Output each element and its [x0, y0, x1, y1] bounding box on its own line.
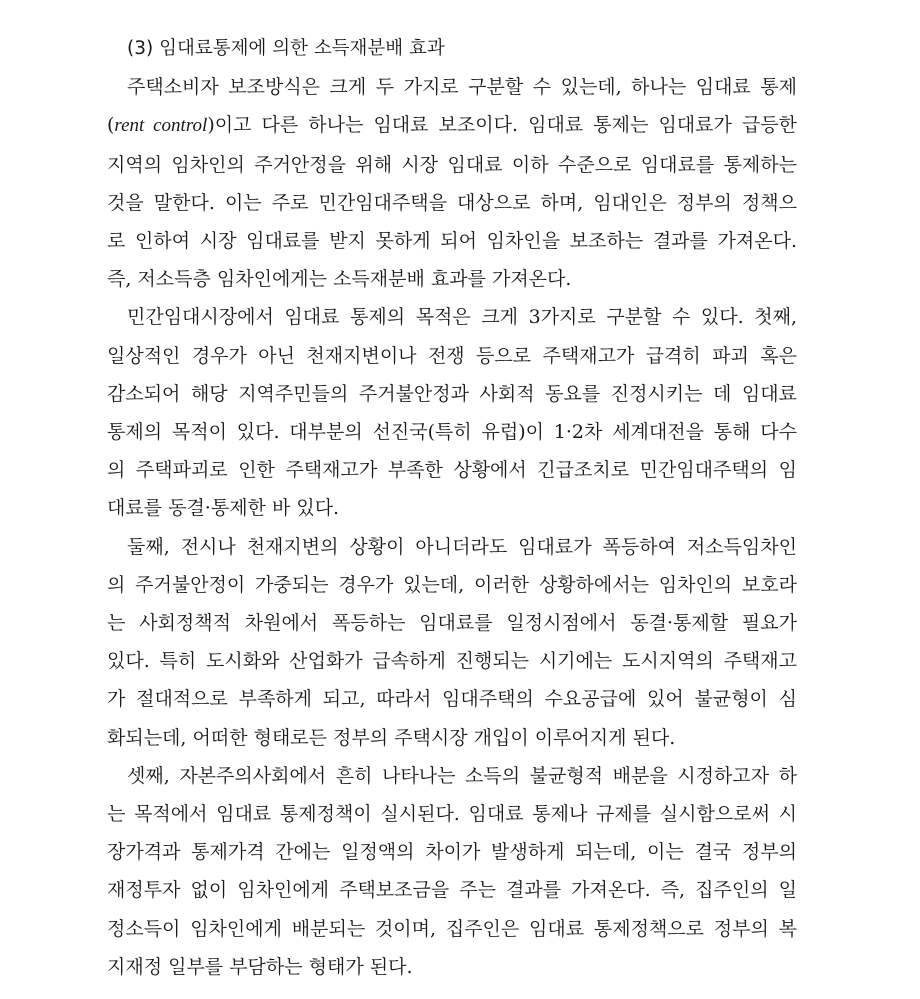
paragraph-line: 는 사회정책적 차원에서 폭등하는 임대료를 일정시점에서 동결·통제할 필요가 [107, 612, 797, 635]
paragraph-line: 감소되어 해당 지역주민들의 주거불안정과 사회적 동요를 진정시키는 데 임대료 [107, 382, 797, 405]
paragraph-line: 는 목적에서 임대료 통제정책이 실시된다. 임대료 통제나 규제를 실시함으로써 시 [107, 803, 797, 826]
paragraph-line: 로 인하여 시장 임대료를 받지 못하게 되어 임차인을 보조하는 결과를 가져온다. [107, 230, 797, 253]
paragraph-line: 지역의 임차인의 주거안정을 위해 시장 임대료 이하 수준으로 임대료를 통제하는 [107, 153, 797, 176]
paragraph-line: 통제의 목적이 있다. 대부분의 선진국(특히 유럽)이 1·2차 세계대전을 통해 다수 [107, 421, 797, 444]
paragraph-line: 화되는데, 어떠한 형태로든 정부의 주택시장 개입이 이루어지게 된다. [107, 726, 676, 749]
paragraph-line: 정소득이 임차인에게 배분되는 것이며, 집주인은 임대료 통제정책으로 정부의 복 [107, 917, 797, 940]
paragraph-line: 즉, 저소득층 임차인에게는 소득재분배 효과를 가져온다. [107, 268, 572, 291]
paragraph-line: 대료를 동결·통제한 바 있다. [107, 497, 340, 520]
paragraph-line: 있다. 특히 도시화와 산업화가 급속하게 진행되는 시기에는 도시지역의 주택재고 [107, 650, 797, 673]
paragraph-line: 일상적인 경우가 아닌 천재지변이나 전쟁 등으로 주택재고가 급격히 파괴 혹은 [107, 344, 797, 367]
paragraph-line: 의 주거불안정이 가중되는 경우가 있는데, 이러한 상황하에서는 임차인의 보호라 [107, 573, 797, 596]
english-term: rent control [114, 115, 208, 137]
paragraph-line: 가 절대적으로 부족하게 되고, 따라서 임대주택의 수요공급에 있어 불균형이 심 [107, 688, 797, 711]
paragraph-4 [107, 757, 797, 986]
paragraph-line: 재정투자 없이 임차인에게 주택보조금을 주는 결과를 가져온다. 즉, 집주인의 일 [107, 879, 797, 902]
section-heading: (3) 임대료통제에 의한 소득재분배 효과 [127, 38, 445, 59]
paragraph-line: 주택소비자 보조방식은 크게 두 가지로 구분할 수 있는데, 하나는 임대료 통제 [127, 76, 797, 99]
paragraph-2 [107, 298, 797, 527]
document-page [107, 30, 797, 986]
paragraph-line: (rent control)이고 다른 하나는 임대료 보조이다. 임대료 통제는 임대료가 급등한 [107, 114, 798, 137]
paragraph-line: 장가격과 통제가격 간에는 일정액의 차이가 발생하게 되는데, 이는 결국 정부의 [107, 841, 797, 864]
paragraph-line: 셋째, 자본주의사회에서 흔히 나타나는 소득의 불균형적 배분을 시정하고자 하 [127, 764, 797, 787]
paragraph-line: 것을 말한다. 이는 주로 민간임대주택을 대상으로 하며, 임대인은 정부의 정책으 [107, 191, 797, 214]
paragraph-1 [107, 68, 797, 298]
paragraph-line: 둘째, 전시나 천재지변의 상황이 아니더라도 임대료가 폭등하여 저소득임차인 [127, 535, 797, 558]
paragraph-line: 지재정 일부를 부담하는 형태가 된다. [107, 955, 413, 978]
paragraph-line: 민간임대시장에서 임대료 통제의 목적은 크게 3가지로 구분할 수 있다. 첫째, [127, 306, 797, 329]
paragraph-3 [107, 528, 797, 757]
paragraph-line: 의 주택파괴로 인한 주택재고가 부족한 상황에서 긴급조치로 민간임대주택의 임 [107, 459, 797, 482]
